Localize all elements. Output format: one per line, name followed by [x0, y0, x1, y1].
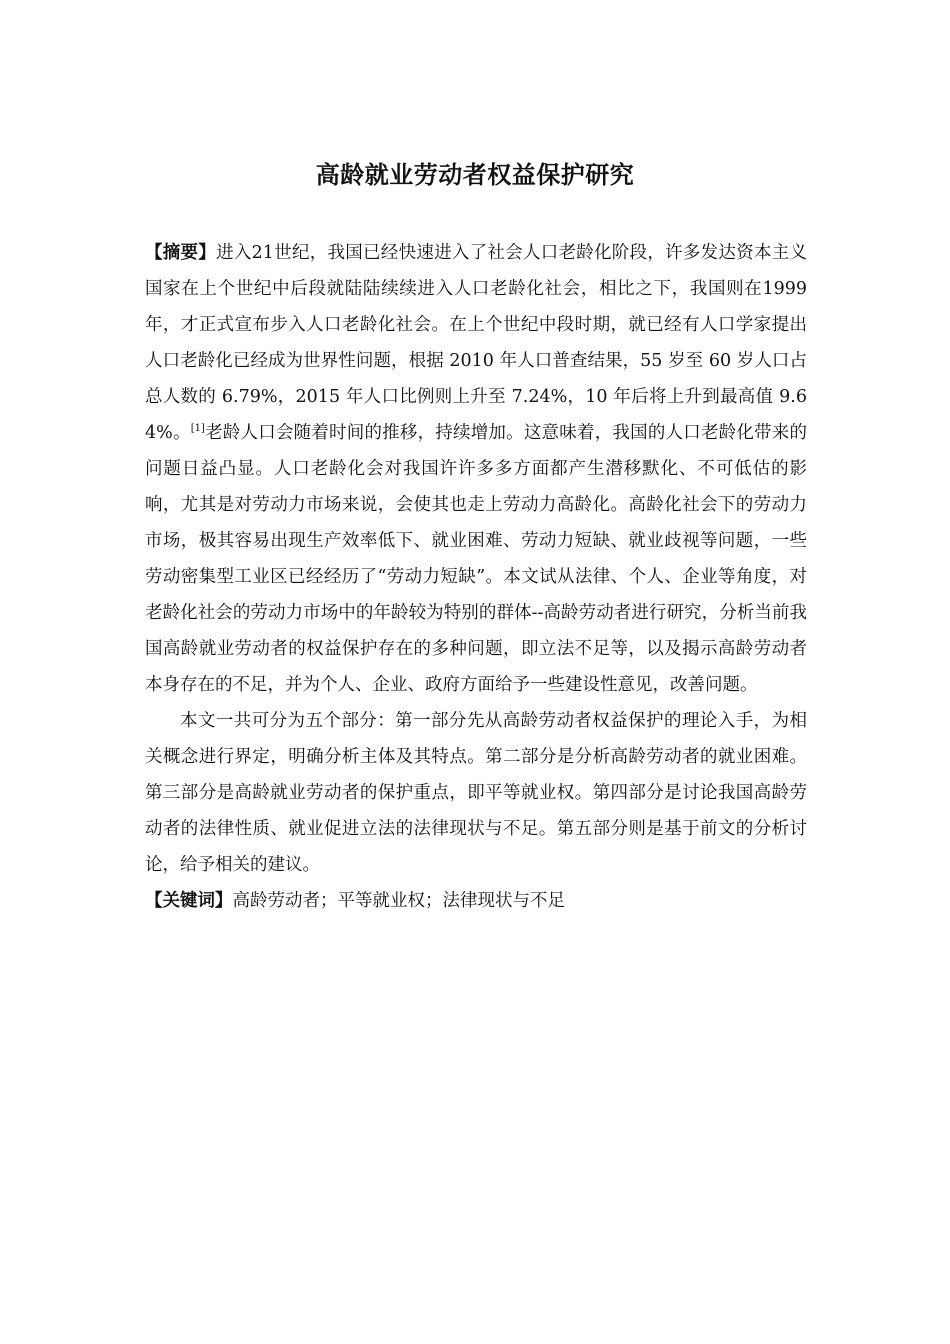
citation-marker: [1]: [190, 423, 205, 435]
abstract-section: [145, 235, 807, 919]
paper-title: 高龄就业劳动者权益保护研究: [315, 161, 635, 189]
structure-paragraph: 本文一共可分为五个部分：第一部分先从高龄劳动者权益保护的理论入手，为相关概念进行界定，明确分析主体及其特点。第二部分是分析高龄劳动者的就业困难。第三部分是高龄就业劳动者的保护重点，即平等就业权。第四部分是讨论我国高龄劳动者的法律性质、就业促进立法的法律现状与不足。第五部分则是基于前文的分析讨论，给予相关的建议。: [145, 711, 807, 875]
abstract-text-part1: 进入21世纪，我国已经快速进入了社会人口老龄化阶段，许多发达资本主义国家在上个世纪中后段就陆陆续续进入人口老龄化社会，相比之下，我国则在1999年，才正式宣布步入人口老龄化社会。在上个世纪中段时期，就已经有人口学家提出人口老龄化已经成为世界性问题，根据 2010 年人口普查结果，55 岁至 60 岁人口占总人数的 6.79%，2015 年人口比例则上升至 7.24%，10 年后将上升到最高值 9.64%。: [145, 243, 808, 443]
abstract-paragraph: [145, 235, 807, 703]
abstract-text-part2: 老龄人口会随着时间的推移，持续增加。这意味着，我国的人口老龄化带来的问题日益凸显。人口老龄化会对我国许许多多方面都产生潜移默化、不可低估的影响，尤其是对劳动力市场来说，会使其也走上劳动力高龄化。高龄化社会下的劳动力市场，极其容易出现生产效率低下、就业困难、劳动力短缺、就业歧视等问题，一些劳动密集型工业区已经经历了“劳动力短缺”。本文试从法律、个人、企业等角度，对老龄化社会的劳动力市场中的年龄较为特别的群体--高龄劳动者进行研究，分析当前我国高龄就业劳动者的权益保护存在的多种问题，即立法不足等，以及揭示高龄劳动者本身存在的不足，并为个人、企业、政府方面给予一些建设性意见，改善问题。: [145, 423, 807, 695]
keywords-line: [145, 883, 807, 919]
keywords-label: 【关键词】: [145, 891, 233, 911]
abstract-label: 【摘要】: [145, 243, 217, 263]
keywords-text: 高龄劳动者；平等就业权；法律现状与不足: [232, 891, 565, 911]
